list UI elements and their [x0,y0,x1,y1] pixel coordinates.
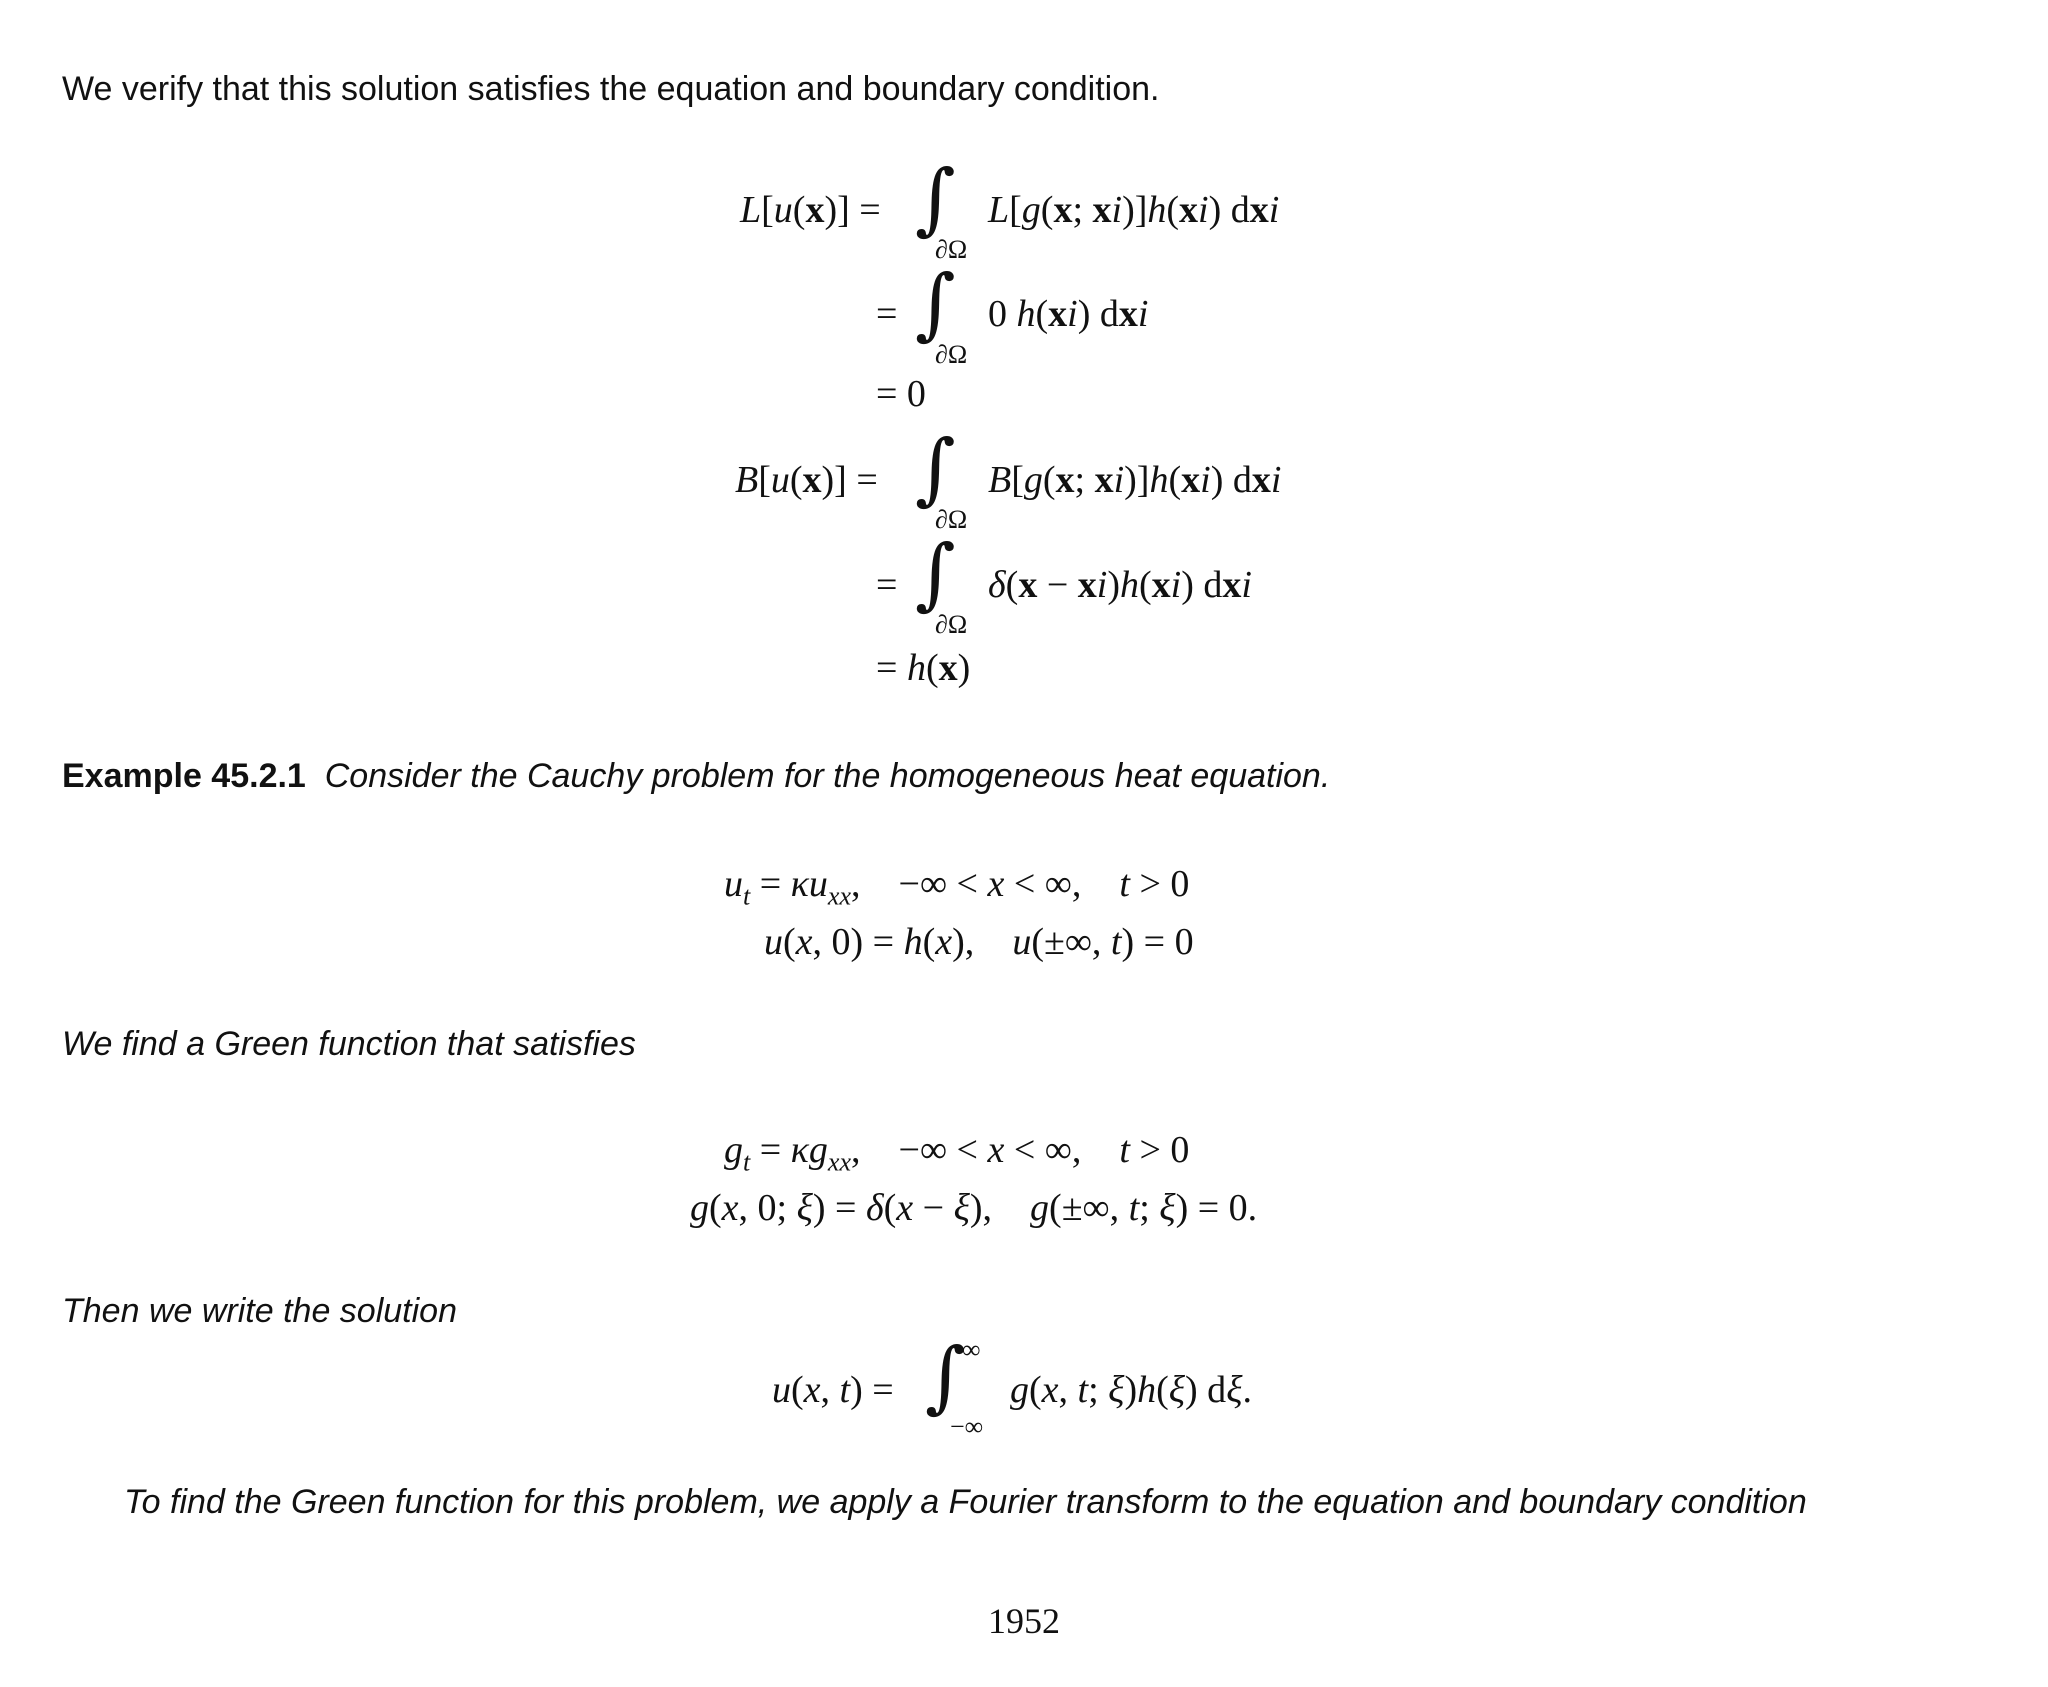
equals-sign: = [876,293,898,335]
cauchy-line-1: $u_t = \kappa u_{xx}$, −∞ < x < ∞, t > 0 [724,863,1190,911]
green-line-1: $g_t = \kappa g_{xx}$, −∞ < x < ∞, t > 0 [724,1129,1190,1177]
integral-sign: ∫ [915,529,956,619]
solution-integrand: g(x, t; ξ)h(ξ) dξ. [1010,1369,1252,1411]
eq-L-result: = 0 [876,373,926,415]
integral-domain: ∂Ω [935,235,968,264]
eq-L-integrand-2: 0 h(xi) dxi [988,293,1149,335]
solution-lhs: u(x, t) = [772,1369,894,1411]
green-intro: We find a Green function that satisfies [62,1025,636,1063]
integral-sign: ∫ [915,154,956,244]
continuation-paragraph: To find the Green function for this problem, we apply a Fourier transform to the equation and boundary condition [124,1483,1807,1521]
integral-domain: ∂Ω [935,610,968,639]
eq-B-integrand-1: B[g(x; xi)]h(xi) dxi [988,459,1282,501]
eq-B-integrand-2: δ(x − xi)h(xi) dxi [988,564,1252,606]
eq-L-integrand-1: L[g(x; xi)]h(xi) dxi [988,189,1280,231]
example-label: Example 45.2.1 [62,757,306,795]
eq-B-result: = h(x) [876,647,971,689]
integral-lower-limit: −∞ [950,1412,984,1441]
green-line-2: g(x, 0; ξ) = δ(x − ξ), g(±∞, t; ξ) = 0. [690,1187,1258,1229]
eq-B-lhs: B[u(x)] = [735,459,878,501]
integral-domain: ∂Ω [935,340,968,369]
page-number: 1952 [988,1601,1060,1641]
intro-paragraph: We verify that this solution satisfies the equation and boundary condition. [62,70,1160,108]
solution-intro: Then we write the solution [62,1292,457,1330]
eq-L-lhs: L[u(x)] = [740,189,881,231]
example-statement [62,757,1330,796]
integral-domain: ∂Ω [935,505,968,534]
cauchy-line-2: u(x, 0) = h(x), u(±∞, t) = 0 [764,921,1194,963]
equals-sign: = [876,564,898,606]
integral-sign: ∫ [915,424,956,514]
integral-upper-limit: ∞ [962,1335,981,1364]
integral-sign: ∫ [925,1332,966,1422]
example-text: Consider the Cauchy problem for the homogeneous heat equation. [324,757,1331,795]
integral-sign: ∫ [915,259,956,349]
